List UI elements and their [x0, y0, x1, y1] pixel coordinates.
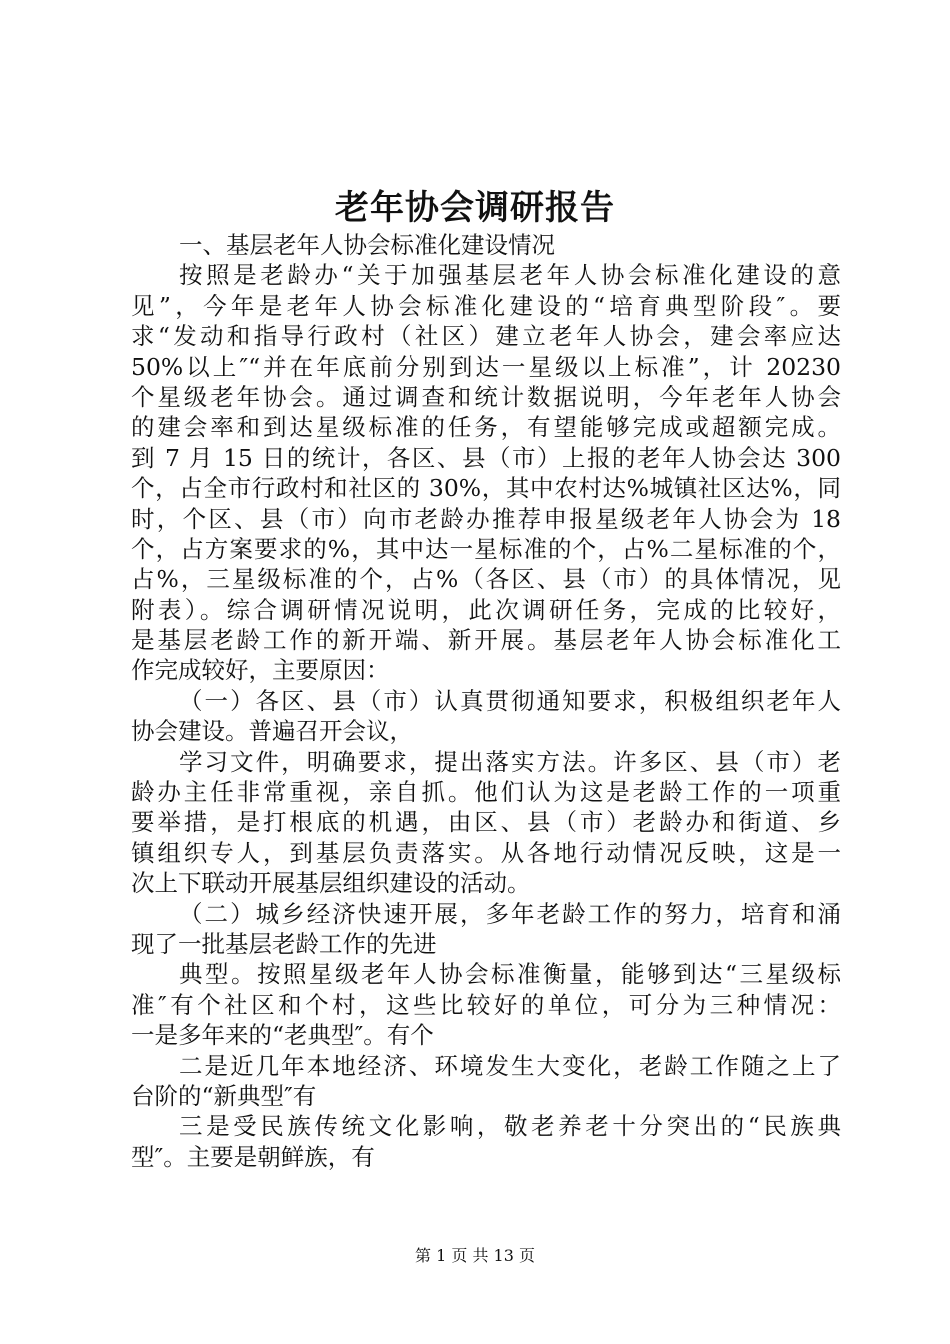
- text-line: 次上下联动开展基层组织建设的活动。: [131, 869, 531, 898]
- text-line: 二是近几年本地经济、环境发生大变化，老龄工作随之上了: [179, 1051, 841, 1080]
- text-line: 一、基层老年人协会标准化建设情况: [179, 231, 555, 259]
- text-line: 一是多年来的“老典型″。有个: [131, 1021, 434, 1050]
- document-title: 老年协会调研报告: [335, 188, 615, 228]
- text-line: 作完成较好，主要原因：: [131, 656, 390, 685]
- text-line: 典型。按照星级老年人协会标准衡量，能够到达“三星级标: [179, 960, 841, 989]
- text-line: 个星级老年协会。通过调查和统计数据说明，今年老年人协会: [131, 382, 841, 411]
- text-line: 准″有个社区和个村，这些比较好的单位，可分为三种情况：: [131, 990, 841, 1019]
- text-line: 个，占全市行政村和社区的 30%，其中农村达%城镇社区达%，同: [131, 474, 841, 503]
- text-line: 占%，三星级标准的个，占%（各区、县（市）的具体情况，见: [131, 565, 841, 594]
- text-line: 50%以上″“并在年底前分别到达一星级以上标准”，计 20230: [131, 352, 841, 381]
- text-line: 求“发动和指导行政村（社区）建立老年人协会，建会率应达: [131, 322, 841, 351]
- text-line: 是基层老龄工作的新开端、新开展。基层老年人协会标准化工: [131, 626, 841, 655]
- text-line: 镇组织专人，到基层负责落实。从各地行动情况反映，这是一: [131, 838, 841, 867]
- text-line: 学习文件，明确要求，提出落实方法。许多区、县（市）老: [179, 747, 841, 776]
- text-line: 个，占方案要求的%，其中达一星标准的个，占%二星标准的个，: [131, 534, 841, 563]
- text-line: 到 7 月 15 日的统计，各区、县（市）上报的老年人协会达 300: [131, 443, 841, 472]
- text-line: 台阶的“新典型″有: [131, 1081, 317, 1110]
- text-line: 三是受民族传统文化影响，敬老养老十分突出的“民族典: [179, 1112, 841, 1141]
- text-line: 按照是老龄办“关于加强基层老年人协会标准化建设的意: [179, 261, 841, 290]
- text-line: （一）各区、县（市）认真贯彻通知要求，积极组织老年人: [179, 686, 841, 715]
- text-line: 现了一批基层老龄工作的先进: [131, 929, 437, 958]
- text-line: 时，个区、县（市）向市老龄办推荐申报星级老年人协会为 18: [131, 504, 841, 533]
- text-line: 附表）。综合调研情况说明，此次调研任务，完成的比较好，: [131, 595, 841, 624]
- text-line: 见”，今年是老年人协会标准化建设的“培育典型阶段″。要: [131, 291, 841, 320]
- text-line: 的建会率和到达星级标准的任务，有望能够完成或超额完成。: [131, 413, 841, 442]
- document-body: [131, 230, 841, 1172]
- page-footer: 第 1 页 共 13 页: [415, 1246, 535, 1265]
- text-line: 龄办主任非常重视，亲自抓。他们认为这是老龄工作的一项重: [131, 778, 841, 807]
- text-line: 型″。主要是朝鲜族，有: [131, 1142, 375, 1171]
- text-line: 协会建设。普遍召开会议，: [131, 717, 413, 746]
- text-line: （二）城乡经济快速开展，多年老龄工作的努力，培育和涌: [179, 899, 841, 928]
- text-line: 要举措，是打根底的机遇，由区、县（市）老龄办和街道、乡: [131, 808, 841, 837]
